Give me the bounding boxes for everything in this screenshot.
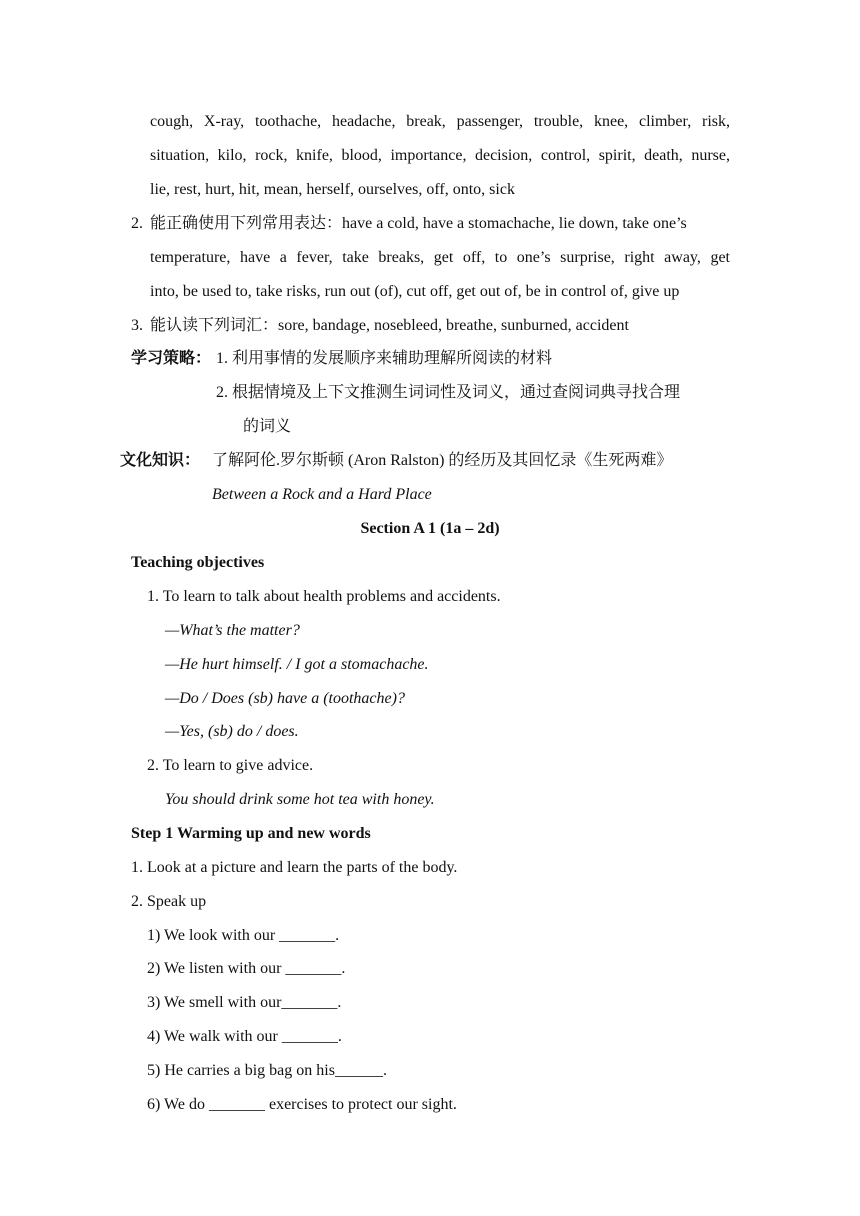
advice-example: You should drink some hot tea with honey.: [165, 791, 435, 808]
section-title: Section A 1 (1a – 2d): [360, 520, 500, 537]
culture-book-title: Between a Rock and a Hard Place: [212, 486, 432, 503]
step-1-task-1: 1. Look at a picture and learn the parts of the body.: [131, 859, 458, 876]
dialog-line-2: —He hurt himself. / I got a stomachache.: [165, 656, 429, 673]
step-1-task-2: 2. Speak up: [131, 893, 207, 910]
step-1-heading: Step 1 Warming up and new words: [131, 825, 371, 842]
goal-3-text: 能认读下列词汇：sore, bandage, nosebleed, breathe, sunburned, accident: [150, 317, 629, 334]
vocab-line-3: lie, rest, hurt, hit, mean, herself, ourselves, off, onto, sick: [150, 181, 515, 198]
dialog-line-3: —Do / Does (sb) have a (toothache)?: [165, 690, 405, 707]
strategy-item-2-line-2: 的词义: [243, 418, 292, 435]
goal-3-number: 3.: [131, 317, 143, 334]
blank-item-1: 1) We look with our _______.: [147, 927, 340, 944]
goal-2-line-3: into, be used to, take risks, run out (of), cut off, get out of, be in control of, give up: [150, 283, 680, 300]
blank-item-2: 2) We listen with our _______.: [147, 960, 346, 977]
strategy-item-1: 1. 利用事情的发展顺序来辅助理解所阅读的材料: [216, 350, 553, 367]
strategy-label: 学习策略：: [131, 350, 212, 367]
dialog-line-1: —What’s the matter?: [165, 622, 300, 639]
culture-line-1: 了解阿伦.罗尔斯顿 (Aron Ralston) 的经历及其回忆录《生死两难》: [212, 452, 673, 469]
blank-item-3: 3) We smell with our_______.: [147, 994, 342, 1011]
dialog-line-4: —Yes, (sb) do / does.: [165, 723, 299, 740]
goal-2-line-2: temperature, have a fever, take breaks, get off, to one’s surprise, right away, get: [150, 249, 730, 266]
goal-2-line-1: 能正确使用下列常用表达：have a cold, have a stomachache, lie down, take one’s: [150, 215, 687, 232]
blank-item-6: 6) We do _______ exercises to protect our sight.: [147, 1096, 457, 1113]
strategy-item-2-line-1: 2. 根据情境及上下文推测生词词性及词义，通过查阅词典寻找合理: [216, 384, 681, 401]
objective-1: 1. To learn to talk about health problems and accidents.: [147, 588, 501, 605]
blank-item-5: 5) He carries a big bag on his______.: [147, 1062, 387, 1079]
blank-item-4: 4) We walk with our _______.: [147, 1028, 342, 1045]
vocab-line-1: cough, X-ray, toothache, headache, break, passenger, trouble, knee, climber, risk,: [150, 113, 730, 130]
objectives-heading: Teaching objectives: [131, 554, 265, 571]
goal-2-number: 2.: [131, 215, 143, 232]
vocab-line-2: situation, kilo, rock, knife, blood, importance, decision, control, spirit, death, nurse,: [150, 147, 730, 164]
objective-2: 2. To learn to give advice.: [147, 757, 314, 774]
culture-label: 文化知识：: [120, 452, 201, 469]
